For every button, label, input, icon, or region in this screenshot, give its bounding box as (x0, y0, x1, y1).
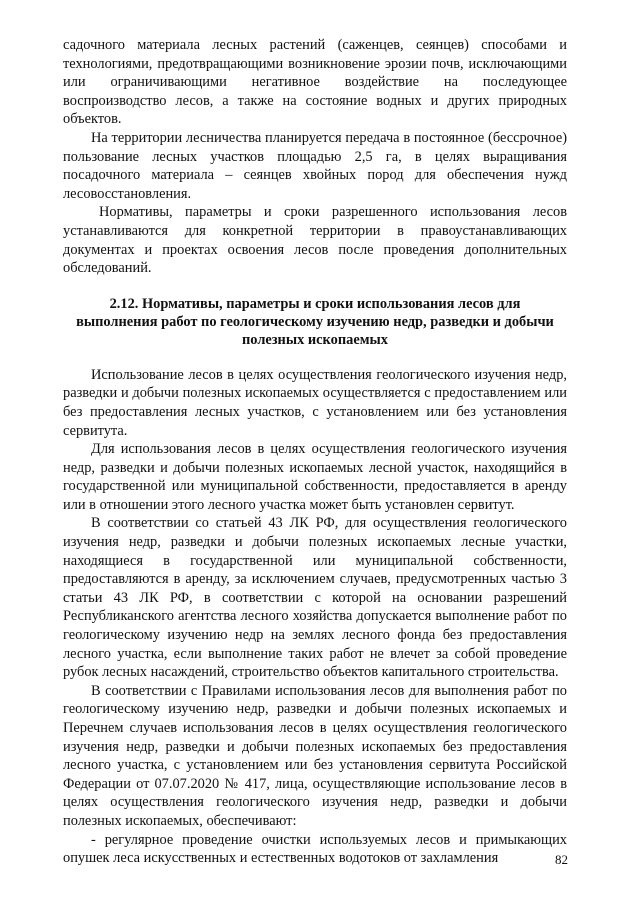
paragraph-rules: В соответствии с Правилами использования лесов для выполнения работ по геологическому изучению недр, разведки и добычи полезных ископаемых и Перечнем случаев использования лесов в целях осуществления геологического изучения недр, разведки и добычи полезных ископаемых без предоставления лесного участка, с установлением или без установления сервитута Российской Федерации от 07.07.2020 № 417, лица, осуществляющие использование лесов в целях осуществления геологического изучения недр, разведки и добычи полезных ископаемых, обеспечивают: (63, 682, 567, 829)
paragraph-usage: Использование лесов в целях осуществления геологического изучения недр, разведки и добычи полезных ископаемых осуществляется с предоставлением или без предоставления лесных участков, с установлением или без установления сервитута. (63, 366, 567, 439)
paragraph-article-43: В соответствии со статьей 43 ЛК РФ, для осуществления геологического изучения недр, разведки и добычи полезных ископаемых лесные участки, находящиеся в государственной или муниципальной собственности, предоставляются в аренду, за исключением случаев, предусмотренных частью 3 статьи 43 ЛК РФ, в соответствии с которой на основании разрешений Республиканского агентства лесного хозяйства допускается выполнение работ по геологическому изучению недр на землях лесного фонда без предоставления лесного участка, если выполнение таких работ не влечет за собой проведение рубок лесных насаждений, строительство объектов капитального строительства. (63, 515, 567, 681)
section-heading: 2.12. Нормативы, параметры и сроки использования лесов для выполнения работ по геологическому изучению недр, разведки и добычи полезных ископаемых (76, 295, 554, 348)
page-number: 82 (555, 852, 568, 867)
paragraph-transfer-plan: На территории лесничества планируется передача в постоянное (бессрочное) пользование лесных участков площадью 2,5 га, в целях выращивания посадочного материала – сеянцев хвойных пород для обеспечения нужд лесовосстановления. (63, 129, 567, 202)
paragraph-norms: Нормативы, параметры и сроки разрешенного использования лесов устанавливаются для конкретной территории в правоустанавливающих документах и проектах освоения лесов после проведения дополнительных обследований. (63, 204, 567, 277)
page-body (63, 36, 567, 868)
list-item-cleaning: - регулярное проведение очистки используемых лесов и примыкающих опушек леса искусственных и естественных водотоков от захламления (63, 831, 567, 867)
paragraph-lease: Для использования лесов в целях осуществления геологического изучения недр, разведки и добычи полезных ископаемых лесной участок, находящийся в государственной или муниципальной собственности, предоставляется в аренду или в отношении этого лесного участка может быть установлен сервитут. (63, 441, 567, 513)
paragraph-continued: садочного материала лесных растений (саженцев, сеянцев) способами и технологиями, предотвращающими возникновение эрозии почв, исключающими или ограничивающими негативное воздействие на последующее воспроизводство лесов, а также на состояние водных и других природных объектов. (63, 37, 567, 128)
